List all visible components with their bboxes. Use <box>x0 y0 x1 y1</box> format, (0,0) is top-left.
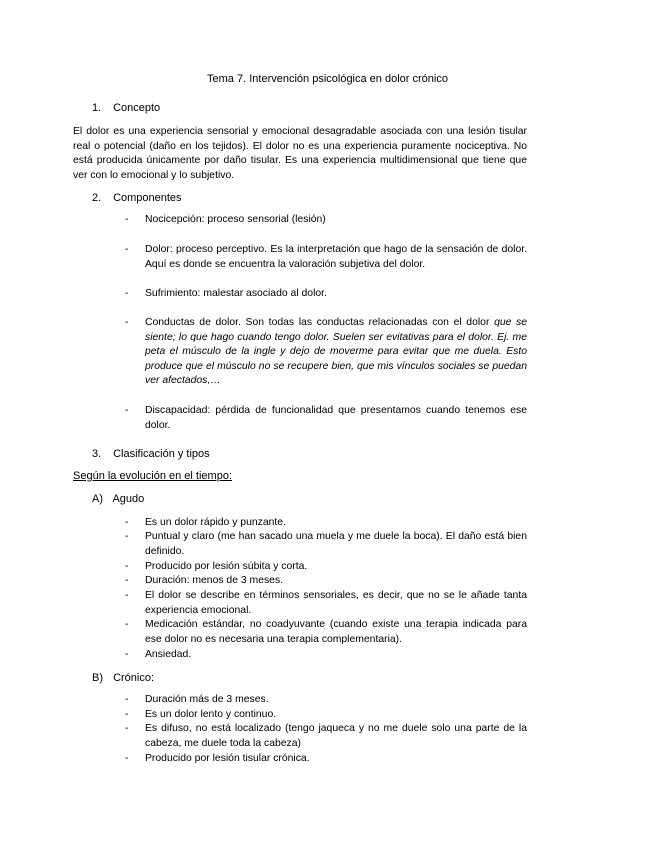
list-item-text: Puntual y claro (me han sacado una muela y me duele la boca). El daño está bien definido. <box>145 531 527 557</box>
section-number: 2. <box>92 192 102 204</box>
subheading-label: Crónico: <box>113 672 155 684</box>
list-item-text: Discapacidad: pérdida de funcionalidad que presentamos cuando tenemos ese dolor. <box>145 405 527 431</box>
list-item <box>125 213 527 228</box>
bullet-dash: - <box>125 517 129 528</box>
list-item-text: Es un dolor lento y continuo. <box>145 709 277 720</box>
list-item <box>125 287 527 302</box>
list-item-text: El dolor se describe en términos sensoriales, es decir, que no se le añade tanta experiencia emocional. <box>145 590 527 616</box>
bullet-dash: - <box>125 694 129 705</box>
bullet-dash: - <box>125 723 129 734</box>
list-item <box>125 708 527 723</box>
list-item <box>125 530 527 559</box>
list-item-text: Duración más de 3 meses. <box>145 694 269 705</box>
list-item-text: Es difuso, no está localizado (tengo jaqueca y no me duele solo una parte de la cabeza, me duele toda la cabeza) <box>145 723 527 749</box>
bullet-dash: - <box>125 405 129 416</box>
list-item <box>125 404 527 433</box>
list-item <box>125 574 527 589</box>
list-item <box>125 648 527 663</box>
bullet-dash: - <box>125 753 129 764</box>
list-item-text: Producido por lesión tisular crónica. <box>145 753 310 764</box>
section-heading-componentes <box>92 191 182 206</box>
list-item <box>125 243 527 272</box>
cronico-heading <box>92 671 154 686</box>
subheading-letter: A) <box>92 493 103 505</box>
bullet-dash: - <box>125 317 129 328</box>
bullet-dash: - <box>125 214 129 225</box>
agudo-heading <box>92 492 144 507</box>
section-number: 1. <box>92 102 102 114</box>
bullet-dash: - <box>125 244 129 255</box>
list-item-text: Es un dolor rápido y punzante. <box>145 517 286 528</box>
subheading-letter: B) <box>92 672 103 684</box>
list-item <box>125 316 527 389</box>
conductas-text: Conductas de dolor. Son todas las conductas relacionadas con el dolor <box>145 317 495 328</box>
section-heading-clasificacion <box>92 447 210 462</box>
conductas-italic-text: que se siente; lo que hago cuando tengo dolor. Suelen ser evitativas para el dolor. Ej. me peta el músculo de la ingle y dejo de moverme para evitar que me duela. Esto produce que el músculo no se recupere bien, que mis vínculos sociales se puedan ver afectados,… <box>145 317 528 387</box>
section-label: Clasificación y tipos <box>113 448 210 460</box>
evolucion-subtitle: Según la evolución en el tiempo: <box>73 470 232 482</box>
list-item <box>125 722 527 751</box>
bullet-dash: - <box>125 649 129 660</box>
list-item <box>125 560 527 575</box>
list-item-text: Sufrimiento: malestar asociado al dolor. <box>145 288 327 299</box>
list-item-text: Producido por lesión súbita y corta. <box>145 561 308 572</box>
list-item-text <box>145 316 527 389</box>
section-label: Componentes <box>113 192 182 204</box>
bullet-dash: - <box>125 288 129 299</box>
list-item <box>125 693 527 708</box>
list-item-text: Dolor: proceso perceptivo. Es la interpretación que hago de la sensación de dolor. Aquí es donde se encuentra la valoración subjetiva del dolor. <box>145 244 527 270</box>
bullet-dash: - <box>125 590 129 601</box>
bullet-dash: - <box>125 561 129 572</box>
page-title: Tema 7. Intervención psicológica en dolor crónico <box>207 73 448 85</box>
concepto-paragraph: El dolor es una experiencia sensorial y emocional desagradable asociada con una lesión tisular real o potencial (daño en los tejidos). El dolor no es una experiencia puramente nociceptiva. No está producida únicamente por daño tisular. Es una experiencia multidimensional que tiene que ver con lo emocional y lo subjetivo. <box>73 126 527 181</box>
list-item-text: Ansiedad. <box>145 649 192 660</box>
bullet-dash: - <box>125 619 129 630</box>
section-label: Concepto <box>113 102 161 114</box>
bullet-dash: - <box>125 575 129 586</box>
list-item-text: Nocicepción: proceso sensorial (lesión) <box>145 214 326 225</box>
bullet-dash: - <box>125 709 129 720</box>
list-item <box>125 589 527 618</box>
list-item <box>125 618 527 647</box>
section-heading-concepto <box>92 101 160 116</box>
bullet-dash: - <box>125 531 129 542</box>
list-item <box>125 516 527 531</box>
section-number: 3. <box>92 448 102 460</box>
list-item <box>125 752 527 767</box>
subheading-label: Agudo <box>112 493 145 505</box>
list-item-text: Duración: menos de 3 meses. <box>145 575 284 586</box>
list-item-text: Medicación estándar, no coadyuvante (cuando existe una terapia indicada para ese dolor no es necesaria una terapia complementaria). <box>145 619 527 645</box>
